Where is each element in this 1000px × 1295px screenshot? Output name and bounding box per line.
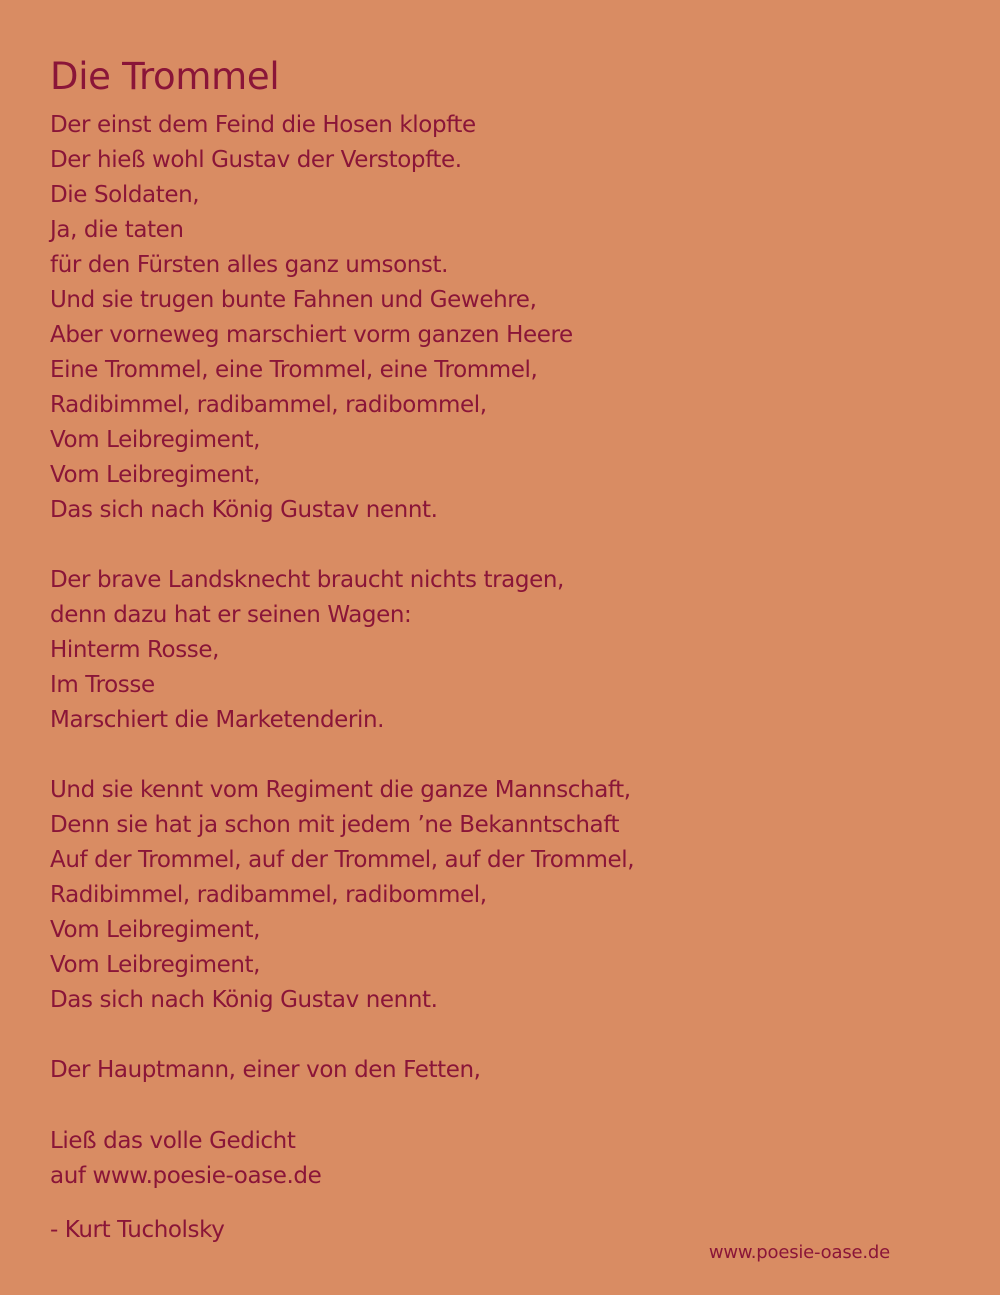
poem-line: Vom Leibregiment, bbox=[50, 917, 261, 943]
promo-line-1: Ließ das volle Gedicht bbox=[50, 1128, 296, 1154]
stanza-2 bbox=[50, 563, 950, 738]
poem-line: Auf der Trommel, auf der Trommel, auf der Trommel, bbox=[50, 847, 635, 873]
poem-line: für den Fürsten alles ganz umsonst. bbox=[50, 252, 449, 278]
full-poem-notice bbox=[50, 1124, 321, 1194]
poem-line: Das sich nach König Gustav nennt. bbox=[50, 497, 438, 523]
poem-line: Marschiert die Marketenderin. bbox=[50, 707, 385, 733]
stanza-4 bbox=[50, 1053, 950, 1088]
poem-line: denn dazu hat er seinen Wagen: bbox=[50, 602, 412, 628]
poem-line: Aber vorneweg marschiert vorm ganzen Heere bbox=[50, 322, 573, 348]
poem-line: Und sie kennt vom Regiment die ganze Mannschaft, bbox=[50, 777, 631, 803]
poem-line: Der Hauptmann, einer von den Fetten, bbox=[50, 1057, 481, 1083]
poem-line: Denn sie hat ja schon mit jedem ’ne Bekanntschaft bbox=[50, 812, 620, 838]
poem-line: Vom Leibregiment, bbox=[50, 427, 261, 453]
website-watermark: www.poesie-oase.de bbox=[708, 1242, 890, 1263]
poem-line: Im Trosse bbox=[50, 672, 155, 698]
promo-line-2: auf www.poesie-oase.de bbox=[50, 1163, 322, 1189]
stanza-3 bbox=[50, 773, 950, 1018]
poem-line: Vom Leibregiment, bbox=[50, 462, 261, 488]
poem-line: Radibimmel, radibammel, radibommel, bbox=[50, 882, 487, 908]
poem-line: Der einst dem Feind die Hosen klopfte bbox=[50, 112, 476, 138]
poem-title: Die Trommel bbox=[50, 55, 280, 98]
poem-line: Hinterm Rosse, bbox=[50, 637, 220, 663]
poem-line: Das sich nach König Gustav nennt. bbox=[50, 987, 438, 1013]
poem-line: Ja, die taten bbox=[50, 217, 184, 243]
poem-line: Radibimmel, radibammel, radibommel, bbox=[50, 392, 487, 418]
poem-author: - Kurt Tucholsky bbox=[50, 1217, 225, 1243]
poem-line: Eine Trommel, eine Trommel, eine Trommel, bbox=[50, 357, 538, 383]
poem-body bbox=[50, 108, 950, 1123]
poem-line: Vom Leibregiment, bbox=[50, 952, 261, 978]
poem-line: Der hieß wohl Gustav der Verstopfte. bbox=[50, 147, 462, 173]
poem-line: Die Soldaten, bbox=[50, 182, 200, 208]
poem-line: Der brave Landsknecht braucht nichts tragen, bbox=[50, 567, 564, 593]
stanza-1 bbox=[50, 108, 950, 528]
poem-line: Und sie trugen bunte Fahnen und Gewehre, bbox=[50, 287, 537, 313]
